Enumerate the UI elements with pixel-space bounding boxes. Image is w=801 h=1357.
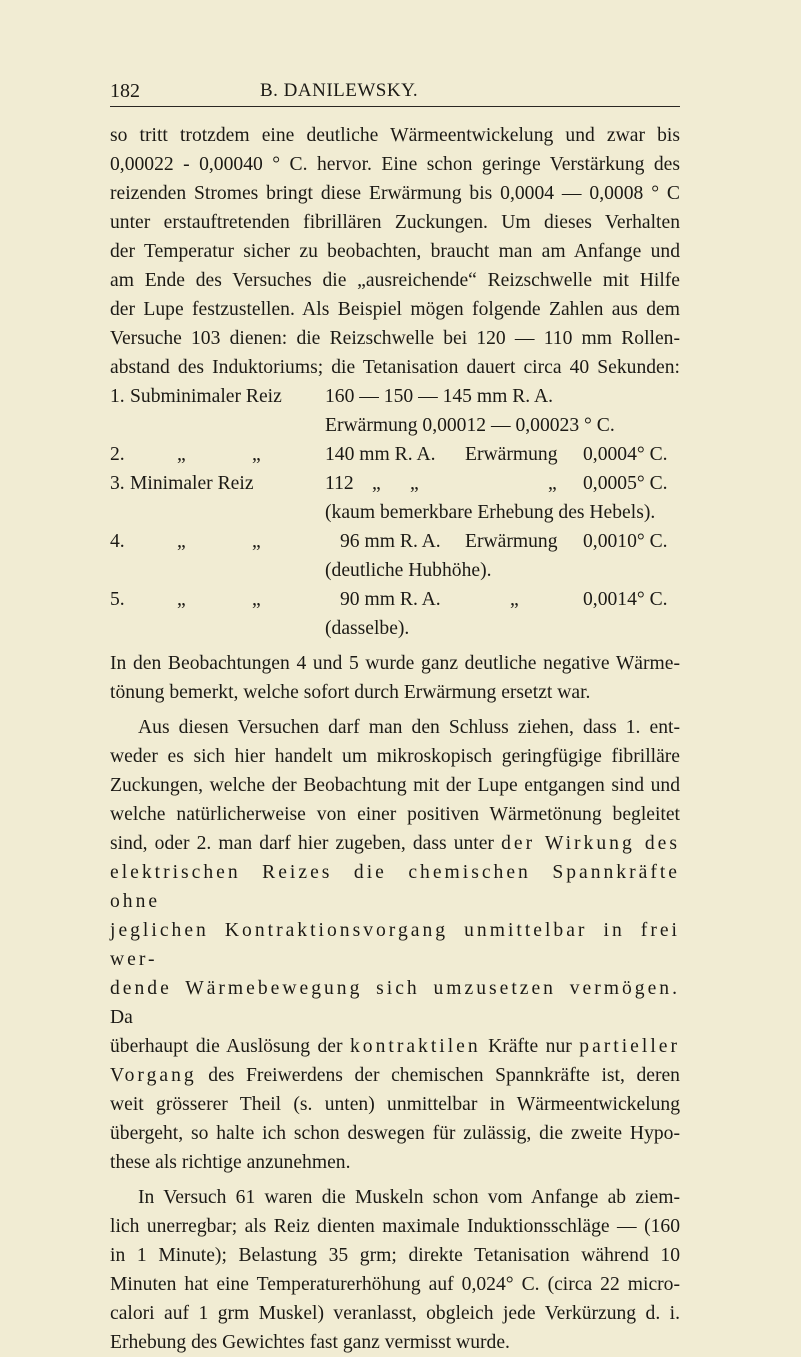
text-line: abstand des Induktoriums; die Tetanisation dauert circa 40 Sekunden: [110,357,680,378]
paragraph-2 [110,649,680,707]
page-number: 182 [110,80,140,102]
paragraph-4 [110,1183,680,1357]
ditto-mark: „ [177,589,186,610]
text-line: der Temperatur sicher zu beobachten, braucht man am Anfange und [110,241,680,262]
text-line: welche natürlicherweise von einer positiven Wärmetönung begleitet [110,804,680,825]
spaced-emphasis: kontraktilen [349,1036,481,1057]
item-warming: Erwärmung 0,00012 — 0,00023 ° C. [325,415,615,436]
list-item [110,585,680,614]
text-line: tönung bemerkt, welche sofort durch Erwärmung ersetzt war. [110,682,591,703]
item-note: (deutliche Hubhöhe). [325,560,492,581]
item-number: 3. [110,473,125,494]
text-run: Da [110,1007,133,1028]
list-item-note [110,498,680,527]
item-value: 0,0014° C. [583,589,668,610]
text-line: unter erstauftretenden fibrillären Zuckungen. Um dieses Verhalten [110,212,680,233]
item-value: 0,0010° C. [583,531,668,552]
running-head: B. DANILEWSKY. [260,80,419,101]
text-run: überhaupt die Auslösung der [110,1036,343,1057]
ditto-mark: „ [252,531,261,552]
item-distance: 160 — 150 — 145 mm R. A. [325,386,554,407]
spaced-emphasis: dende Wärmebewegung sich umzusetzen vermögen. [110,978,680,999]
list-item [110,469,680,498]
item-value: 0,0005° C. [583,473,668,494]
ditto-mark: „ [410,473,419,494]
item-distance: 140 mm R. A. [325,444,436,465]
ditto-mark: „ [548,473,557,494]
item-number: 2. [110,444,125,465]
text-line: Aus diesen Versuchen darf man den Schluss ziehen, dass 1. ent- [138,717,680,738]
text-run: sind, oder 2. man darf hier zugeben, dass unter [110,833,494,854]
text-run: Kräfte nur [488,1036,572,1057]
list-item-note [110,614,680,643]
text-line: Versuche 103 dienen: die Reizschwelle bei 120 — 110 mm Rollen- [110,328,680,349]
text-line: reizenden Stromes bringt diese Erwärmung bis 0,0004 — 0,0008 ° C [110,183,680,204]
paragraph-1 [110,121,680,382]
item-distance: 90 mm R. A. [340,589,441,610]
text-line: in 1 Minute); Belastung 35 grm; direkte Tetanisation während 10 [110,1245,680,1266]
item-note: (kaum bemerkbare Erhebung des Hebels). [325,502,656,523]
item-distance: 112 [325,473,354,494]
paragraph-3 [110,713,680,1177]
ditto-mark: „ [252,589,261,610]
list-item [110,527,680,556]
list-item-continuation [110,411,680,440]
spaced-emphasis: Vorgang [110,1065,197,1086]
list-item-note [110,556,680,585]
ditto-mark: „ [372,473,381,494]
ditto-mark: „ [252,444,261,465]
list-item [110,382,680,411]
text-line: lich unerregbar; als Reiz dienten maximale Induktionsschläge — (160 [110,1216,680,1237]
item-label: Erwärmung [465,531,558,552]
text-line: In Versuch 61 waren die Muskeln schon vom Anfange ab ziem- [138,1187,680,1208]
text-line: Minuten hat eine Temperaturerhöhung auf 0,024° C. (circa 22 micro- [110,1274,680,1295]
item-number: 4. [110,531,125,552]
item-label: Erwärmung [465,444,558,465]
text-line: übergeht, so halte ich schon deswegen für zulässig, die zweite Hypo- [110,1123,680,1144]
text-line: so tritt trotzdem eine deutliche Wärmeentwickelung und zwar bis [110,125,680,146]
item-label: Minimaler Reiz [130,473,254,494]
page-header [110,76,680,107]
experiment-list [110,382,680,643]
spaced-emphasis: der Wirkung des [501,833,680,854]
item-label: Subminimaler Reiz [130,386,282,407]
item-value: 0,0004° C. [583,444,668,465]
item-number: 5. [110,589,125,610]
text-line [110,829,680,858]
item-distance: 96 mm R. A. [340,531,441,552]
list-item [110,440,680,469]
text-line: these als richtige anzunehmen. [110,1152,351,1173]
text-line: weit grösserer Theil (s. unten) unmittelbar in Wärmeentwickelung [110,1094,680,1115]
text-line: calori auf 1 grm Muskel) veranlasst, obgleich jede Verkürzung d. i. [110,1303,680,1324]
text-line: Zuckungen, welche der Beobachtung mit der Lupe entgangen sind und [110,775,680,796]
text-line: In den Beobachtungen 4 und 5 wurde ganz deutliche negative Wärme- [110,653,680,674]
text-line: 0,00022 - 0,00040 ° C. hervor. Eine schon geringe Verstärkung des [110,154,680,175]
spaced-emphasis: partieller [579,1036,680,1057]
spaced-emphasis-line: elektrischen Reizes die chemischen Spannkräfte ohne [110,862,680,912]
body-text [110,121,680,1357]
text-line: Erhebung des Gewichtes fast ganz vermisst wurde. [110,1332,510,1353]
item-number: 1. [110,386,125,407]
text-line [110,974,680,1032]
ditto-mark: „ [510,589,519,610]
spaced-emphasis-line: jeglichen Kontraktionsvorgang unmittelbar in frei wer- [110,920,680,970]
ditto-mark: „ [177,531,186,552]
text-line [110,1061,680,1090]
text-line: weder es sich hier handelt um mikroskopisch geringfügige fibrilläre [110,746,680,767]
text-line: am Ende des Versuches die „ausreichende“ Reizschwelle mit Hilfe [110,270,680,291]
ditto-mark: „ [177,444,186,465]
text-line: der Lupe festzustellen. Als Beispiel mögen folgende Zahlen aus dem [110,299,680,320]
text-run: des Freiwerdens der chemischen Spannkräfte ist, deren [208,1065,680,1086]
text-line [110,1032,680,1061]
item-note: (dasselbe). [325,618,410,639]
